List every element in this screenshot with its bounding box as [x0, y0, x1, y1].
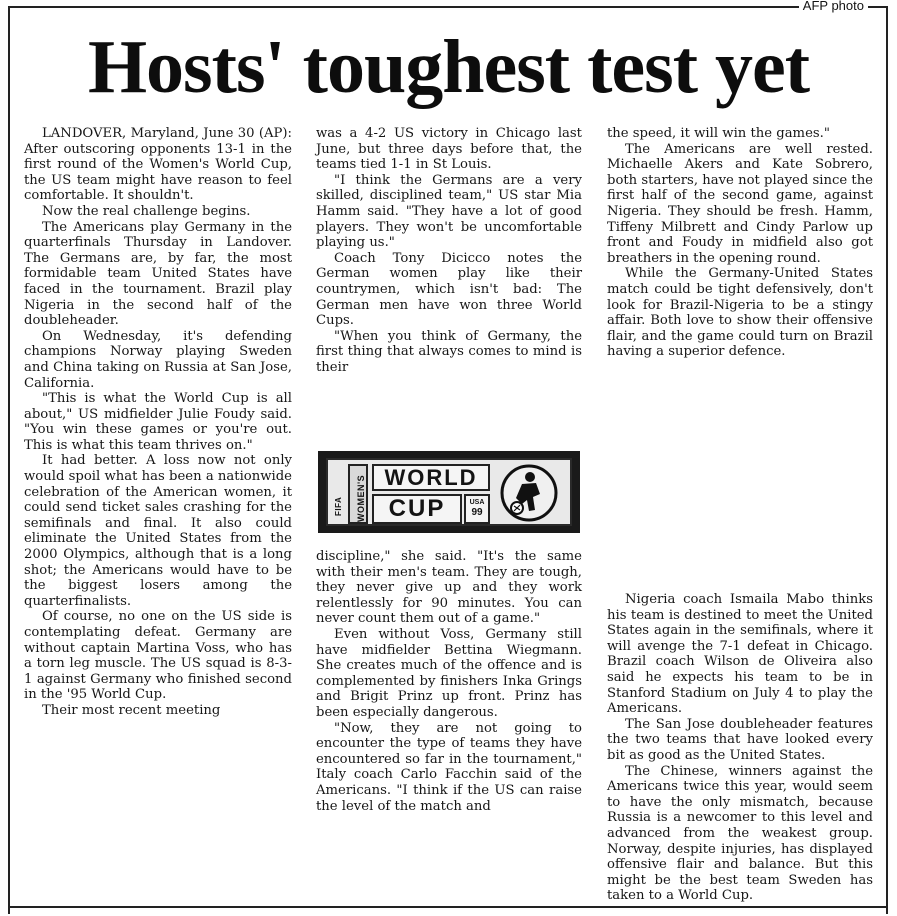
world-label: WORLD: [372, 464, 490, 491]
bottom-rule: [10, 906, 886, 908]
fifa-label: FIFA: [334, 496, 343, 516]
paragraph: the speed, it will win the games.": [607, 126, 830, 141]
paragraph: The Americans play Germany in the quarterfinals Thursday in Landover. The Germans are, by far, the most formidable team United States have faced in the tournament. Brazil play Nigeria in the second half of the doubleheader.: [24, 219, 292, 329]
paragraph: The San Jose doubleheader features the two teams that have looked every bit as good as the United States.: [607, 716, 873, 763]
paragraph: "This is what the World Cup is all about," US midfielder Julie Foudy said. "You win these games or you're out. This is what this team thrives on.": [24, 391, 292, 453]
column-1: [24, 126, 292, 719]
paragraph: The Chinese, winners against the Americans twice this year, would seem to have the only mismatch, because Russia is a newcomer to this level and advanced from the weakest group. Norway, despite injuries, has displayed offensive flair and balance. But this might be the best team Sweden has taken to a World Cup.: [607, 763, 873, 904]
paragraph: "I think the Germans are a very skilled, disciplined team," US star Mia Hamm said. "They have a lot of good players. They won't be uncomfortable playing us.": [316, 172, 582, 251]
soccer-player-icon: [500, 464, 558, 522]
paragraph: "When you think of Germany, the first thing that always comes to mind is their: [316, 328, 582, 375]
paragraph: "Now, they are not going to encounter the type of teams they have encountered so far in the tournament," Italy coach Carlo Facchin said of the Americans. "I think if the US can raise the level of the match and: [316, 720, 582, 814]
year-label: 99: [471, 507, 483, 518]
paragraph: was a 4-2 US victory in Chicago last June, but three days before that, the teams tied 1-1 in St Louis.: [316, 126, 582, 173]
paragraph: While the Germany-United States match could be tight defensively, don't look for Brazil-Nigeria to be a stingy affair. Both love to show their offensive flair, and the game could turn on Brazil having a superior defence.: [607, 266, 873, 360]
column-3-lower: [607, 592, 873, 904]
top-rule: [8, 0, 888, 13]
womens-strip: [348, 464, 368, 524]
world-cup-logo: [318, 451, 580, 533]
paragraph: Nigeria coach Ismaila Mabo thinks his team is destined to meet the United States again in the semifinals, where it will avenge the 7-1 defeat in Chicago. Brazil coach Wilson de Oliveira also said he expects his team to be in Stanford Stadium on July 4 to play the Americans.: [607, 592, 873, 717]
cup-label: CUP: [372, 494, 462, 524]
photo-credit: AFP photo: [799, 0, 868, 13]
paragraph: The Americans are well rested. Michaelle Akers and Kate Sobrero, both starters, have not played since the first half of the second game, against Nigeria. They should be fresh. Hamm, Tiffeny Milbrett and Cindy Parlow up front and Foudy in midfield also got breathers in the opening round.: [607, 141, 873, 266]
paragraph: Even without Voss, Germany still have midfielder Bettina Wiegmann. She creates much of the offence and is complemented by finishers Inka Grings and Brigit Prinz up front. Prinz has been especially dangerous.: [316, 626, 582, 720]
column-2-lower: [316, 549, 582, 814]
paragraph: LANDOVER, Maryland, June 30 (AP): After outscoring opponents 13-1 in the first round of the Women's World Cup, the US team might have reason to feel comfortable. It shouldn't.: [24, 126, 292, 204]
paragraph: Now the real challenge begins.: [42, 203, 251, 219]
paragraph: Coach Tony Dicicco notes the German women play like their countrymen, which isn't bad: The German men have won three World Cups.: [316, 250, 582, 329]
paragraph: Their most recent meeting: [42, 702, 221, 718]
paragraph: Of course, no one on the US side is contemplating defeat. Germany are without captain Martina Voss, who has a torn leg muscle. The US squad is 8-3-1 against Germany who finished second in the '95 World Cup.: [24, 609, 292, 703]
usa-label: USA: [469, 499, 485, 506]
column-3: [607, 126, 873, 904]
headline: Hosts' toughest test yet: [87, 25, 810, 109]
logo-panel: [326, 458, 572, 526]
paragraph: On Wednesday, it's defending champions Norway playing Sweden and China taking on Russia at San Jose, California.: [24, 328, 292, 391]
paragraph: discipline," she said. "It's the same with their men's team. They are tough, they never give up and they work relentlessly for 90 minutes. You can never count them out of a game.": [316, 549, 582, 627]
womens-label: WOMEN'S: [356, 474, 366, 522]
usa-99-badge: [464, 494, 490, 524]
paragraph: It had better. A loss now not only would spoil what has been a nationwide celebration of the American women, it could send ticket sales crashing for the semifinals and final. It also could eliminate the United States from the 2000 Olympics, although that is a long shot; the Americans would have to be the biggest losers among the quarterfinalists.: [24, 453, 292, 609]
